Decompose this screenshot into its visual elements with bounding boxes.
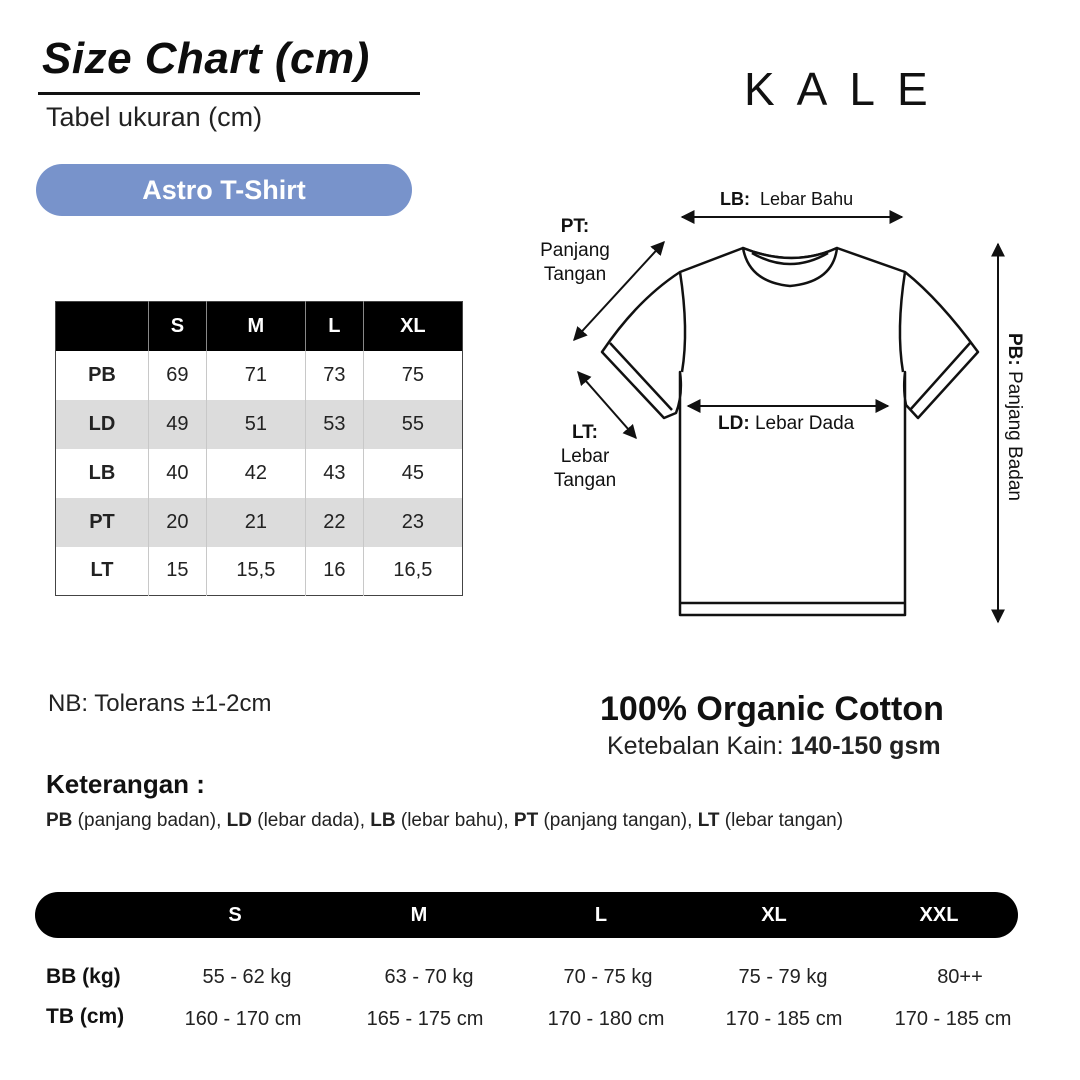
- size-col-header: L: [305, 302, 363, 351]
- lb-label: LB: Lebar Bahu: [720, 189, 854, 209]
- pb-label: PB: Panjang Badan: [1004, 333, 1025, 501]
- table-cell: 23: [363, 498, 462, 547]
- table-cell: 45: [401, 461, 424, 484]
- fit-size-header: XXL: [919, 904, 959, 926]
- table-cell: 16: [305, 547, 363, 596]
- page-subtitle: Tabel ukuran (cm): [46, 102, 263, 132]
- table-cell: 21: [206, 498, 305, 547]
- row-label: PB: [56, 351, 149, 400]
- table-cell: 73: [305, 351, 363, 400]
- pt-label: PT: Panjang Tangan: [540, 216, 610, 285]
- size-col-header: S: [149, 302, 207, 351]
- row-label: LT: [56, 547, 149, 596]
- bb-value: 80++: [937, 966, 983, 988]
- bb-value: 55 - 62 kg: [202, 966, 292, 988]
- fit-size-header: XL: [761, 904, 787, 926]
- size-col-header: XL: [363, 302, 462, 351]
- bb-value: 70 - 75 kg: [563, 966, 653, 988]
- table-cell: 69: [149, 351, 207, 400]
- table-cell: 22: [305, 498, 363, 547]
- row-label: LD: [56, 400, 149, 449]
- fabric-thickness: Ketebalan Kain: 140-150 gsm: [607, 732, 941, 760]
- table-cell: 53: [305, 400, 363, 449]
- tb-value: 170 - 180 cm: [547, 1008, 665, 1030]
- table-cell: 40: [149, 449, 207, 498]
- legend-text: PB (panjang badan), LD (lebar dada), LB (lebar bahu), PT (panjang tangan), LT (lebar tangan): [46, 810, 844, 831]
- fit-size-header: L: [594, 904, 608, 926]
- product-name-badge: Astro T-Shirt: [36, 164, 412, 216]
- bb-value: 63 - 70 kg: [384, 966, 474, 988]
- table-cell: 15: [149, 547, 207, 596]
- size-col-header: M: [206, 302, 305, 351]
- tb-value: 160 - 170 cm: [184, 1008, 302, 1030]
- row-label: PT: [56, 498, 149, 547]
- fit-size-header-bar: [35, 892, 1018, 938]
- row-label: LB: [56, 449, 149, 498]
- bb-row-label: BB (kg): [46, 965, 121, 988]
- table-cell: 15,5: [206, 547, 305, 596]
- table-cell: 75: [401, 363, 424, 386]
- table-cell: 20: [149, 498, 207, 547]
- tb-value: 170 - 185 cm: [725, 1008, 843, 1030]
- table-cell: 42: [206, 449, 305, 498]
- table-cell: 71: [206, 351, 305, 400]
- tb-value: 165 - 175 cm: [366, 1008, 484, 1030]
- legend-title: Keterangan :: [46, 769, 205, 799]
- table-cell: 49: [149, 400, 207, 449]
- fit-size-header: S: [228, 904, 242, 926]
- tb-row-label: TB (cm): [46, 1005, 125, 1028]
- table-cell: 55: [363, 400, 462, 449]
- brand-logo: KALE: [744, 63, 950, 115]
- tolerance-note: NB: Tolerans ±1-2cm: [48, 690, 272, 717]
- table-cell: 43: [305, 449, 363, 498]
- material-heading: 100% Organic Cotton: [600, 690, 944, 728]
- fit-size-header: M: [410, 904, 428, 926]
- table-cell: 16,5: [393, 559, 433, 582]
- bb-value: 75 - 79 kg: [738, 966, 828, 988]
- page-title: Size Chart (cm): [42, 34, 370, 83]
- lt-label: LT: Lebar Tangan: [553, 422, 617, 491]
- tb-value: 170 - 185 cm: [894, 1008, 1012, 1030]
- ld-label: LD: Lebar Dada: [718, 413, 855, 434]
- table-cell: 51: [206, 400, 305, 449]
